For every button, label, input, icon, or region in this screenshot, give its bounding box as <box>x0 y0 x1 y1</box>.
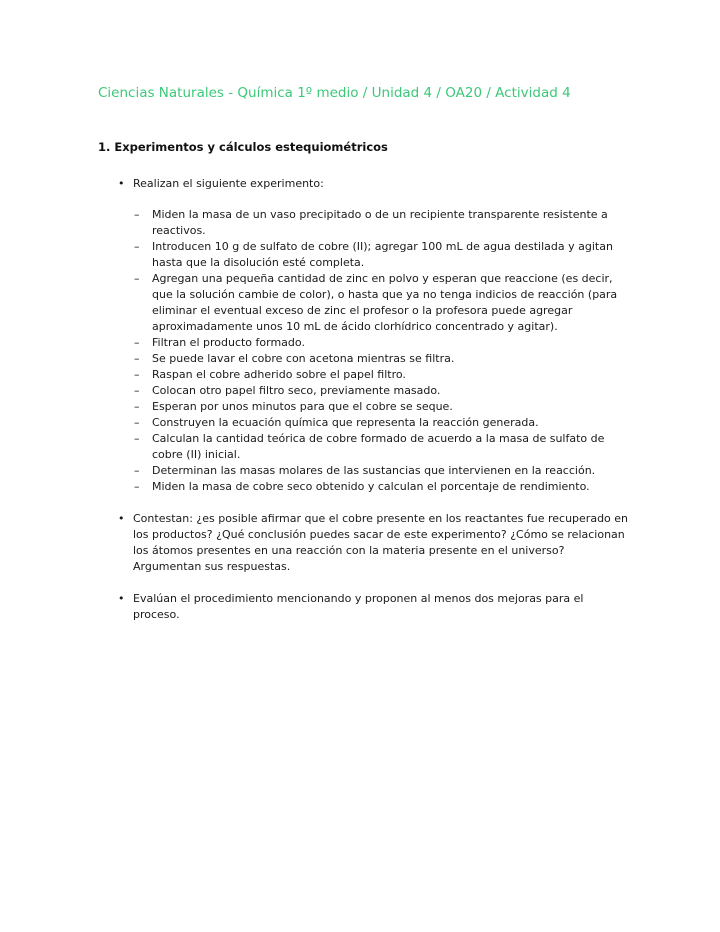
bullet-text: Evalúan el procedimiento mencionando y proponen al menos dos mejoras para el proceso. <box>133 592 584 621</box>
experiment-steps-list <box>133 207 632 495</box>
activity-bullet-list <box>98 176 632 623</box>
step-item: – Colocan otro papel filtro seco, previamente masado. <box>133 383 632 399</box>
bullet-text: Contestan: ¿es posible afirmar que el cobre presente en los reactantes fue recuperado en los productos? ¿Qué conclusión puedes sacar de este experimento? ¿Cómo se relacionan los átomos presentes en una reacción con la materia presente en el universo? Argumentan sus respuestas. <box>133 512 629 573</box>
step-item: – Construyen la ecuación química que representa la reacción generada. <box>133 415 632 431</box>
section-heading: 1. Experimentos y cálculos estequiométricos <box>98 140 388 154</box>
step-item: – Esperan por unos minutos para que el cobre se seque. <box>133 399 632 415</box>
bullet-item-questions <box>98 511 632 575</box>
step-item: – Filtran el producto formado. <box>133 335 632 351</box>
page-title: Ciencias Naturales - Química 1º medio / Unidad 4 / OA20 / Actividad 4 <box>98 85 571 101</box>
step-item: – Determinan las masas molares de las sustancias que intervienen en la reacción. <box>133 463 632 479</box>
step-item: – Agregan una pequeña cantidad de zinc en polvo y esperan que reaccione (es decir, que la solución cambie de color), o hasta que ya no tenga indicios de reacción (para eliminar el eventual exceso de zinc el profesor o la profesora puede agregar aproximadamente unos 10 mL de ácido clorhídrico concentrado y agitar). <box>133 271 632 335</box>
step-item: – Calculan la cantidad teórica de cobre formado de acuerdo a la masa de sulfato de cobre (II) inicial. <box>133 431 632 463</box>
bullet-text: Realizan el siguiente experimento: <box>133 177 324 190</box>
step-item: – Miden la masa de cobre seco obtenido y calculan el porcentaje de rendimiento. <box>133 479 632 495</box>
bullet-item-experiment <box>98 176 632 495</box>
step-item: – Introducen 10 g de sulfato de cobre (II); agregar 100 mL de agua destilada y agitan hasta que la disolución esté completa. <box>133 239 632 271</box>
step-item: – Se puede lavar el cobre con acetona mientras se filtra. <box>133 351 632 367</box>
step-item: – Miden la masa de un vaso precipitado o de un recipiente transparente resistente a reactivos. <box>133 207 632 239</box>
bullet-item-evaluation <box>98 591 632 623</box>
step-item: – Raspan el cobre adherido sobre el papel filtro. <box>133 367 632 383</box>
